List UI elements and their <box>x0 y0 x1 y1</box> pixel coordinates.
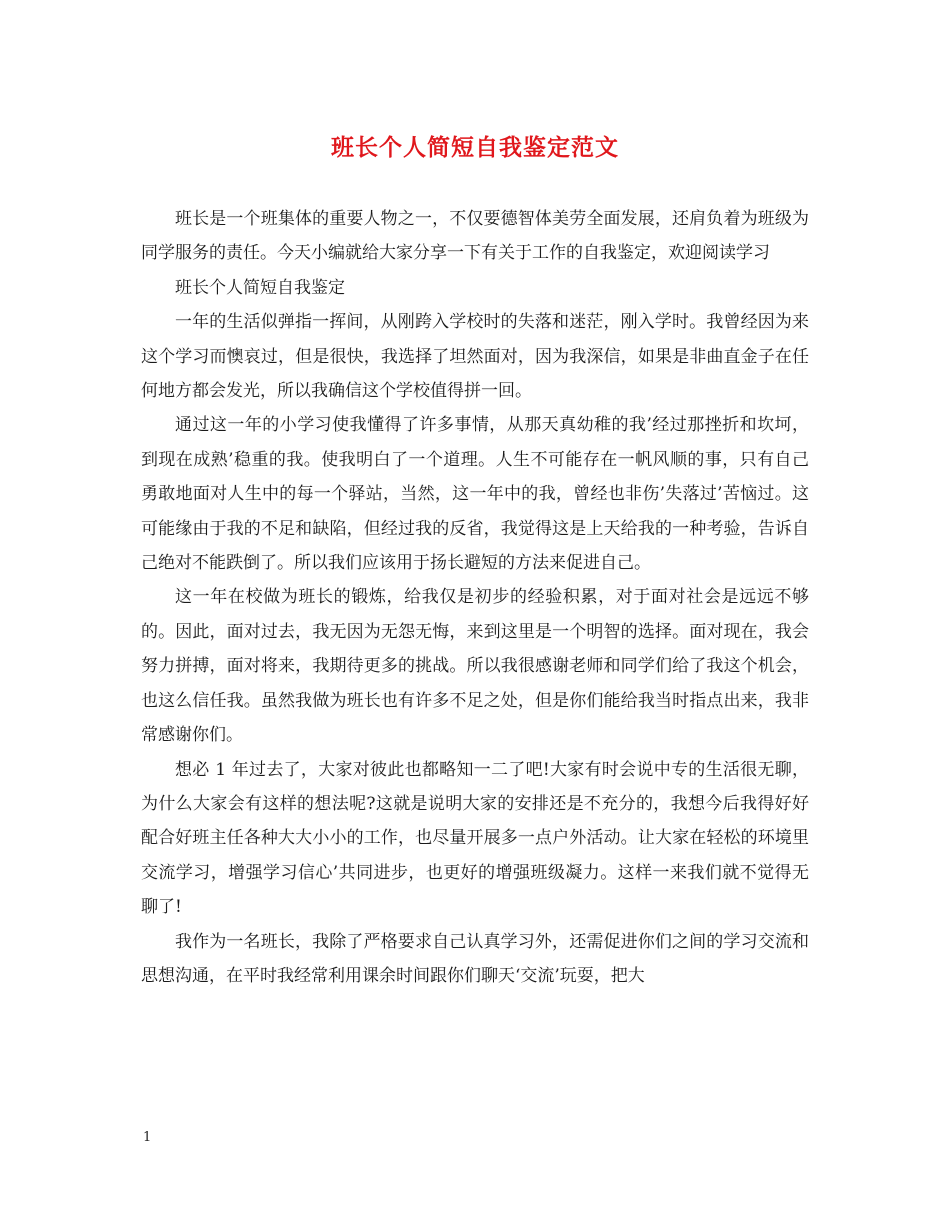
paragraph: 我作为一名班长，我除了严格要求自己认真学习外，还需促进你们之间的学习交流和思想沟通，在平时我经常利用课余时间跟你们聊天‘交流’玩耍，把大 <box>141 931 809 986</box>
paragraph-intro: 班长是一个班集体的重要人物之一，不仅要德智体美劳全面发展，还肩负着为班级为同学服务的责任。今天小编就给大家分享一下有关于工作的自我鉴定，欢迎阅读学习 <box>141 209 809 264</box>
section-heading: 班长个人简短自我鉴定 <box>175 277 345 298</box>
paragraph: 一年的生活似弹指一挥间，从刚跨入学校时的失落和迷茫，刚入学时。我曾经因为来这个学习而懊哀过，但是很快，我选择了坦然面对，因为我深信，如果是非曲直金子在任何地方都会发光，所以我确信这个学校值得拼一回。 <box>141 312 809 402</box>
page-number: 1 <box>143 1130 152 1145</box>
paragraph: 想必 1 年过去了，大家对彼此也都略知一二了吧!大家有时会说中专的生活很无聊，为什么大家会有这样的想法呢?这就是说明大家的安排还是不充分的，我想今后我得好好配合好班主任各种大大小小的工作，也尽量开展多一点户外活动。让大家在轻松的环境里交流学习，增强学习信心’共同进步，也更好的增强班级凝力。这样一来我们就不觉得无聊了! <box>141 759 809 918</box>
paragraph: 通过这一年的小学习使我懂得了许多事情，从那天真幼稚的我’经过那挫折和坎坷，到现在成熟’稳重的我。使我明白了一个道理。人生不可能存在一帆风顺的事，只有自己勇敢地面对人生中的每一个驿站，当然，这一年中的我，曾经也非伤’失落过’苦恼过。这可能缘由于我的不足和缺陷，但经过我的反省，我觉得这是上天给我的一种考验，告诉自己绝对不能跌倒了。所以我们应该用于扬长避短的方法来促进自己。 <box>141 415 809 574</box>
paragraph: 这一年在校做为班长的锻炼，给我仅是初步的经验积累，对于面对社会是远远不够的。因此，面对过去，我无因为无怨无悔，来到这里是一个明智的选择。面对现在，我会努力拼搏，面对将来，我期待更多的挑战。所以我很感谢老师和同学们给了我这个机会，也这么信任我。虽然我做为班长也有许多不足之处，但是你们能给我当时指点出来，我非常感谢你们。 <box>141 587 809 746</box>
document-body <box>141 202 809 993</box>
document-title: 班长个人简短自我鉴定范文 <box>331 134 619 161</box>
